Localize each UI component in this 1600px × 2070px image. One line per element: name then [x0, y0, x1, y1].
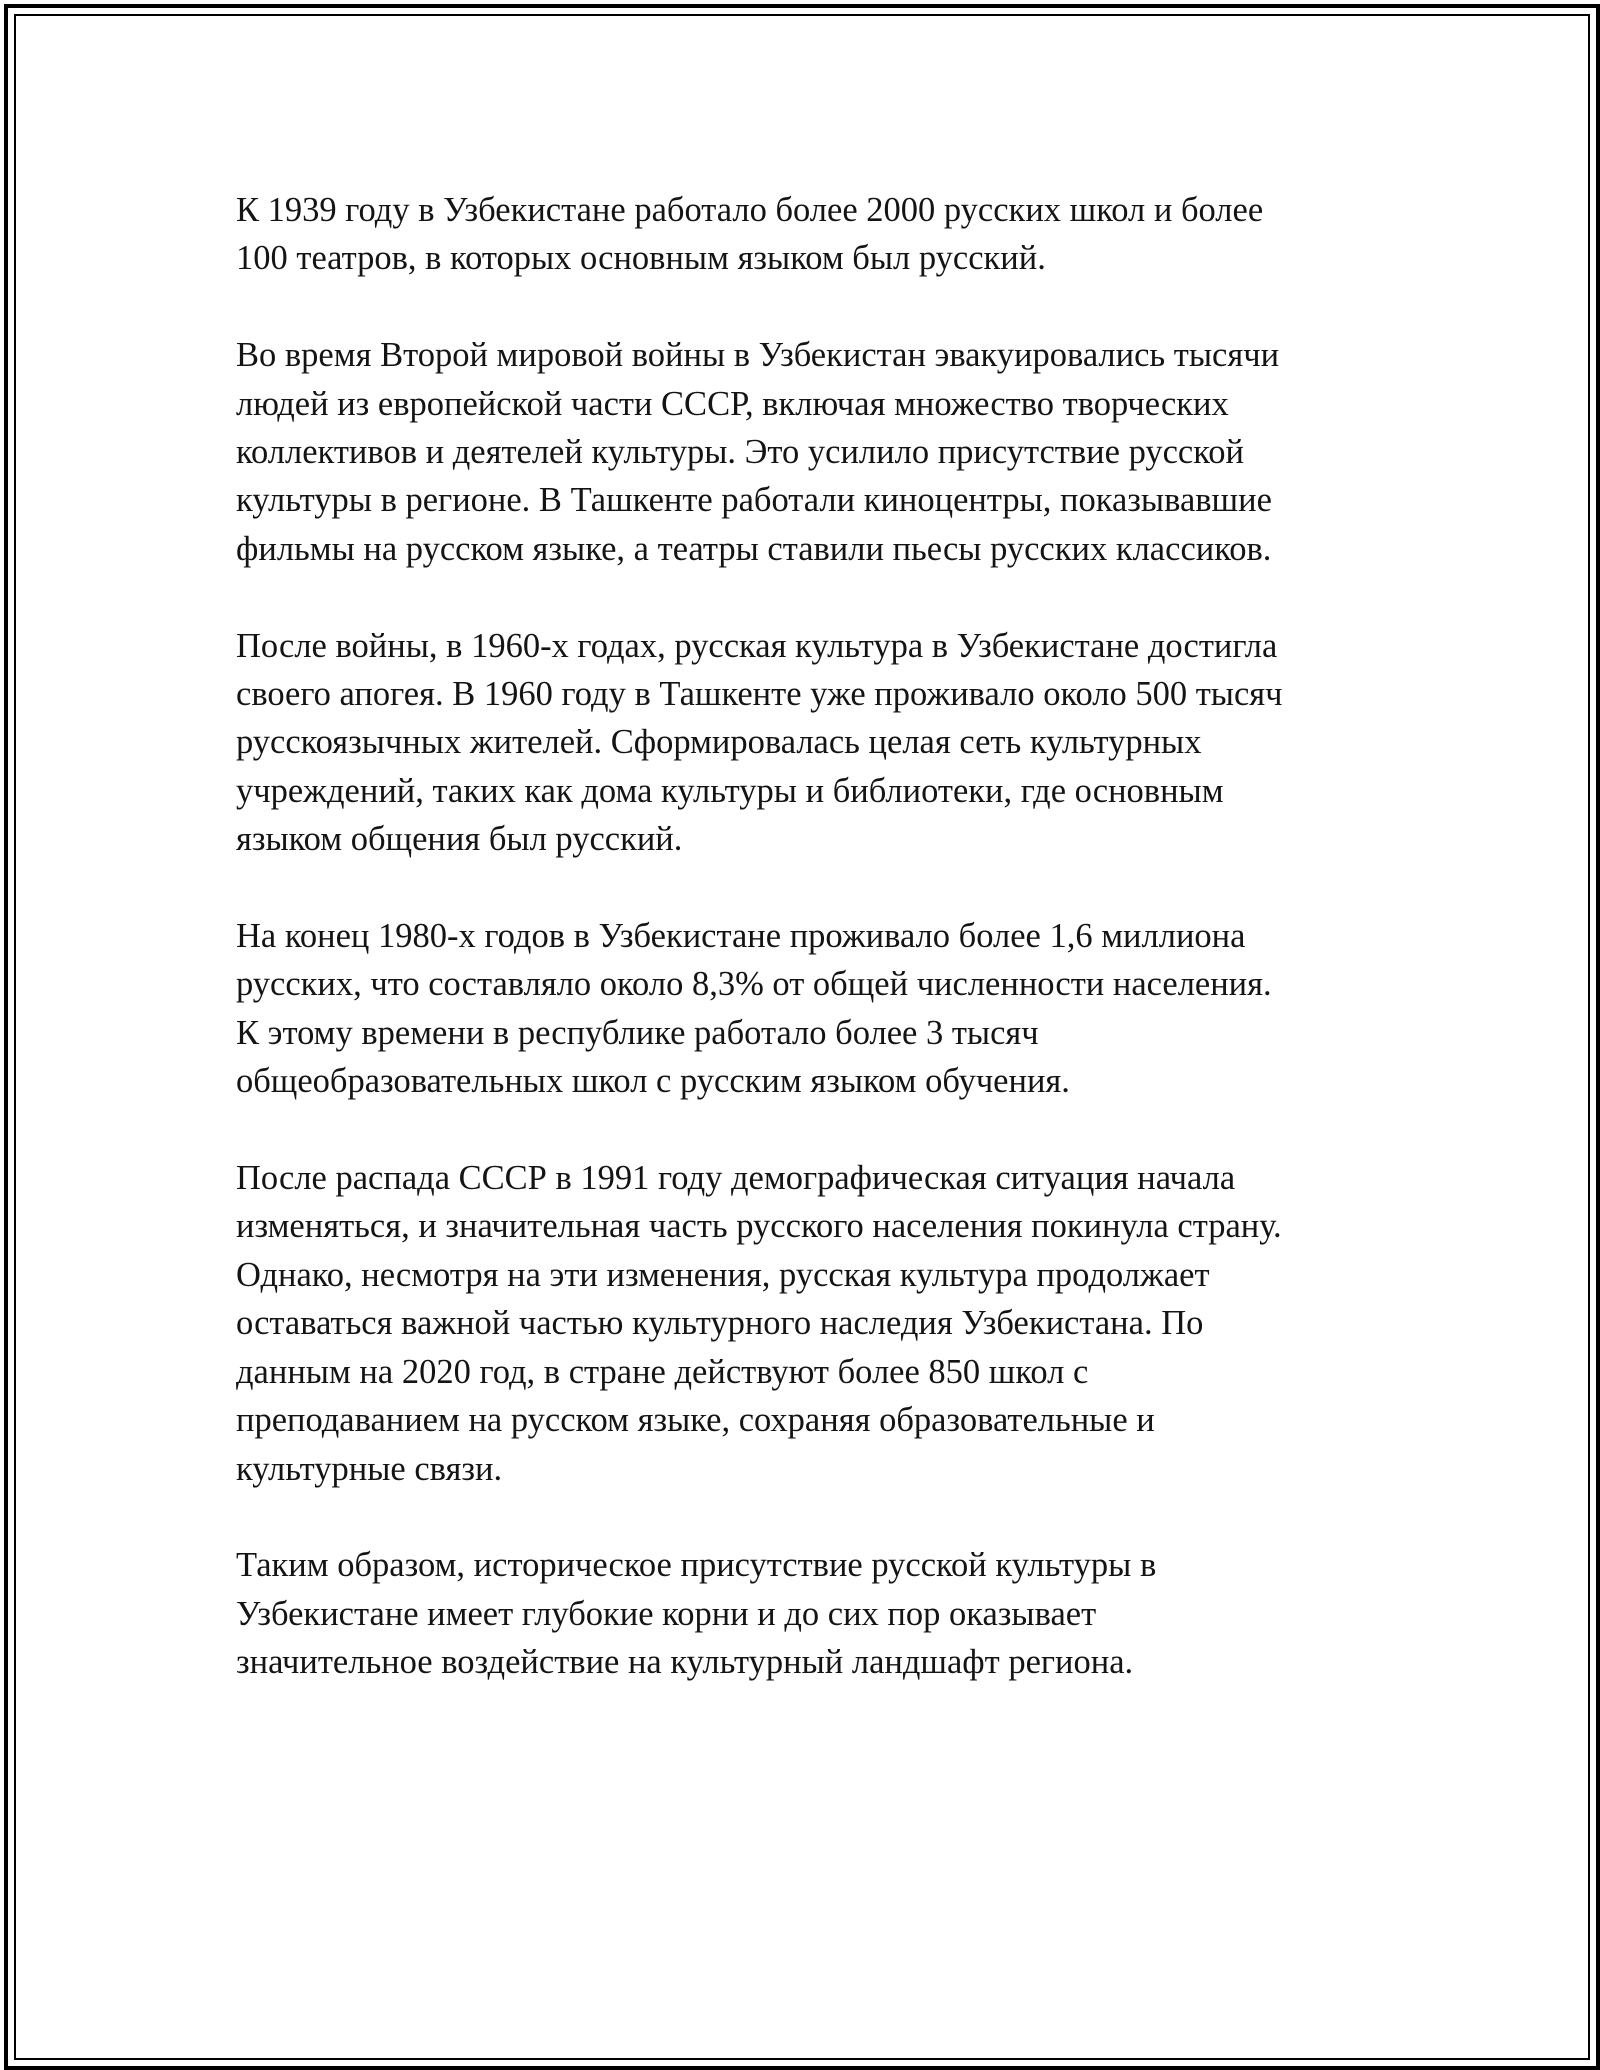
document-body [236, 186, 1376, 1735]
text-line: К 1939 году в Узбекистане работало более 2000 русских школ и более [236, 191, 1264, 229]
text-line: языком общения был русский. [236, 820, 683, 859]
text-line: культуры в регионе. В Ташкенте работали киноцентры, показывавшие [236, 481, 1272, 520]
text-line: людей из европейской части СССР, включая множество творческих [236, 384, 1229, 423]
text-line: учреждений, таких как дома культуры и библиотеки, где основным [236, 771, 1224, 810]
paragraph-conclusion [236, 1541, 1376, 1686]
text-line: изменяться, и значительная часть русского населения покинула страну. [236, 1207, 1282, 1246]
paragraph-1980s [236, 912, 1376, 1106]
text-line: Во время Второй мировой войны в Узбекистан эвакуировались тысячи [236, 336, 1280, 375]
text-line: К этому времени в республике работало более 3 тысяч [236, 1013, 1039, 1052]
text-line: После распада СССР в 1991 году демографическая ситуация начала [236, 1159, 1236, 1198]
text-line: значительное воздействие на культурный ландшафт региона. [236, 1643, 1134, 1682]
text-line: После войны, в 1960-х годах, русская культура в Узбекистане достигла [236, 626, 1278, 665]
text-line: русскоязычных жителей. Сформировалась целая сеть культурных [236, 723, 1202, 762]
text-line: Узбекистане имеет глубокие корни и до сих пор оказывает [236, 1594, 1097, 1633]
text-line: русских, что составляло около 8,3% от общей численности населения. [236, 965, 1272, 1004]
text-line: культурные связи. [236, 1449, 503, 1488]
paragraph-wartime-evacuation [236, 331, 1376, 573]
text-line: своего апогея. В 1960 году в Ташкенте уже проживало около 500 тысяч [236, 675, 1283, 714]
paragraph-post-ussr [236, 1154, 1376, 1493]
text-line: коллективов и деятелей культуры. Это усилило присутствие русской [236, 433, 1244, 472]
text-line: данным на 2020 год, в стране действуют более 850 школ с [236, 1352, 1089, 1391]
text-line: общеобразовательных школ с русским языком обучения. [236, 1062, 1070, 1101]
text-line: На конец 1980-х годов в Узбекистане проживало более 1,6 миллиона [236, 917, 1246, 956]
text-line: 100 театров, в которых основным языком был русский. [236, 239, 1046, 278]
paragraph-1939 [236, 186, 1376, 283]
paragraph-1960s [236, 622, 1376, 864]
text-line: оставаться важной частью культурного наследия Узбекистана. По [236, 1304, 1204, 1343]
text-line: фильмы на русском языке, а театры ставили пьесы русских классиков. [236, 529, 1272, 568]
text-line: Таким образом, историческое присутствие русской культуры в [236, 1546, 1157, 1585]
text-line: преподаванием на русском языке, сохраняя образовательные и [236, 1401, 1155, 1440]
text-line: Однако, несмотря на эти изменения, русская культура продолжает [236, 1255, 1210, 1294]
